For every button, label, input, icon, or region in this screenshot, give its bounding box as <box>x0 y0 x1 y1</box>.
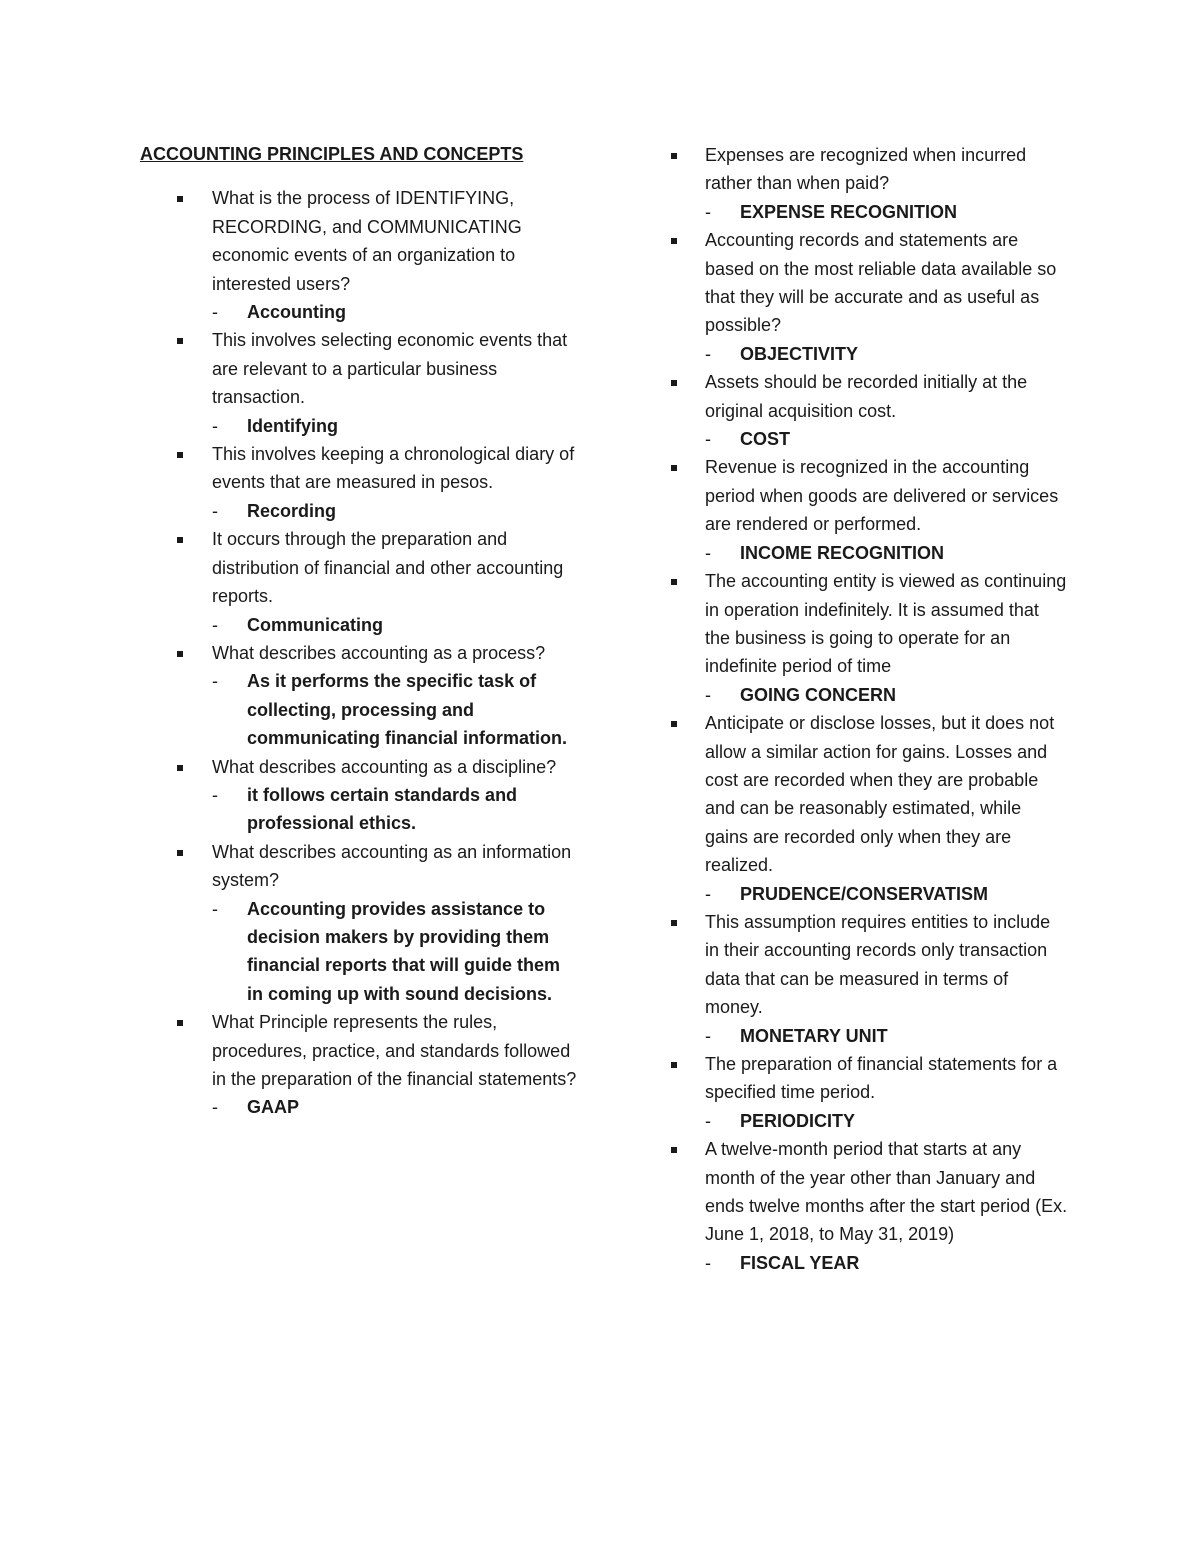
answer-text: OBJECTIVITY <box>740 343 859 364</box>
answer-row <box>212 895 580 1009</box>
square-bullet-icon <box>671 153 677 159</box>
dash-marker: - <box>212 1097 218 1118</box>
dash-marker: - <box>212 500 218 521</box>
left-column <box>140 140 580 1122</box>
question-text: A twelve-month period that starts at any month of the year other than January and ends twelve months after the start period (Ex. June 1, 2018, to May 31, 2019) <box>705 1139 1068 1245</box>
answer-text: Accounting <box>247 302 346 323</box>
question-text: The accounting entity is viewed as continuing in operation indefinitely. It is assumed that the business is going to operate for an indefinite period of time <box>705 571 1067 677</box>
answer-row <box>212 781 580 838</box>
dash-marker: - <box>705 1110 711 1131</box>
square-bullet-icon <box>177 452 183 458</box>
answer-row <box>705 198 1068 226</box>
question-text: Revenue is recognized in the accounting period when goods are delivered or services are rendered or performed. <box>705 457 1059 535</box>
answer-text: Accounting provides assistance to decision makers by providing them financial reports that will guide them in coming up with sound decisions. <box>247 898 561 1004</box>
list-item <box>668 368 1068 453</box>
answer-text: FISCAL YEAR <box>740 1252 860 1273</box>
dash-marker: - <box>212 784 218 805</box>
square-bullet-icon <box>177 765 183 771</box>
question-text: What describes accounting as an information system? <box>212 841 572 891</box>
question-text: It occurs through the preparation and distribution of financial and other accounting reports. <box>212 529 564 607</box>
question-text: Anticipate or disclose losses, but it does not allow a similar action for gains. Losses and cost are recorded when they are probable and can be reasonably estimated, while gains are recorded only when they are realized. <box>705 713 1055 876</box>
square-bullet-icon <box>177 537 183 543</box>
answer-row <box>705 340 1068 368</box>
question-text: This involves keeping a chronological diary of events that are measured in pesos. <box>212 444 575 493</box>
square-bullet-icon <box>177 196 183 202</box>
answer-text: Communicating <box>247 614 384 635</box>
right-column <box>668 141 1068 1277</box>
answer-row <box>705 1107 1068 1135</box>
square-bullet-icon <box>177 1020 183 1026</box>
question-text: Expenses are recognized when incurred rather than when paid? <box>705 145 1027 194</box>
answer-text: INCOME RECOGNITION <box>740 542 945 563</box>
dash-marker: - <box>705 429 711 450</box>
dash-marker: - <box>212 302 218 323</box>
square-bullet-icon <box>671 920 677 926</box>
list-item <box>668 567 1068 709</box>
square-bullet-icon <box>671 238 677 244</box>
square-bullet-icon <box>671 721 677 727</box>
list-item <box>140 525 580 639</box>
answer-row <box>705 681 1068 709</box>
answer-row <box>705 1022 1068 1050</box>
question-text: Accounting records and statements are based on the most reliable data available so that they will be accurate and as useful as possible? <box>705 230 1057 336</box>
list-item <box>140 753 580 838</box>
square-bullet-icon <box>671 1147 677 1153</box>
answer-row <box>212 611 580 639</box>
dash-marker: - <box>212 614 218 635</box>
question-text: What Principle represents the rules, procedures, practice, and standards followed in the preparation of the financial statements? <box>212 1012 577 1089</box>
square-bullet-icon <box>671 465 677 471</box>
dash-marker: - <box>705 1025 711 1046</box>
dash-marker: - <box>212 898 218 919</box>
answer-text: MONETARY UNIT <box>740 1025 888 1046</box>
list-item <box>140 1008 580 1122</box>
dash-marker: - <box>705 1252 711 1273</box>
list-item <box>140 184 580 326</box>
square-bullet-icon <box>671 579 677 585</box>
answer-row <box>705 1249 1068 1277</box>
list-item <box>668 453 1068 567</box>
list-item <box>140 639 580 753</box>
right-qa-list <box>668 141 1068 1277</box>
answer-row <box>212 497 580 525</box>
dash-marker: - <box>705 343 711 364</box>
square-bullet-icon <box>671 380 677 386</box>
question-text: The preparation of financial statements for a specified time period. <box>705 1054 1058 1103</box>
list-item <box>140 440 580 525</box>
answer-text: EXPENSE RECOGNITION <box>740 201 958 222</box>
answer-text: Recording <box>247 500 337 521</box>
answer-row <box>212 298 580 326</box>
answer-row <box>212 412 580 440</box>
list-item <box>668 1050 1068 1135</box>
answer-row <box>212 1093 580 1121</box>
list-item <box>140 838 580 1008</box>
square-bullet-icon <box>177 850 183 856</box>
question-text: What describes accounting as a process? <box>212 642 546 663</box>
answer-text: GAAP <box>247 1097 300 1118</box>
answer-text: it follows certain standards and professional ethics. <box>247 784 518 834</box>
answer-row <box>212 667 580 752</box>
question-text: Assets should be recorded initially at the original acquisition cost. <box>705 372 1028 421</box>
answer-row <box>705 425 1068 453</box>
question-text: What describes accounting as a discipline? <box>212 756 557 777</box>
list-item <box>668 709 1068 908</box>
dash-marker: - <box>212 671 218 692</box>
square-bullet-icon <box>177 338 183 344</box>
answer-row <box>705 880 1068 908</box>
question-text: What is the process of IDENTIFYING, RECORDING, and COMMUNICATING economic events of an organization to interested users? <box>212 188 522 294</box>
answer-text: COST <box>740 429 791 450</box>
dash-marker: - <box>705 201 711 222</box>
dash-marker: - <box>705 684 711 705</box>
dash-marker: - <box>705 883 711 904</box>
answer-text: PERIODICITY <box>740 1110 856 1131</box>
answer-text: GOING CONCERN <box>740 684 897 705</box>
list-item <box>140 326 580 440</box>
square-bullet-icon <box>671 1062 677 1068</box>
answer-row <box>705 539 1068 567</box>
list-item <box>668 226 1068 368</box>
square-bullet-icon <box>177 651 183 657</box>
list-item <box>668 1135 1068 1277</box>
list-item <box>668 908 1068 1050</box>
question-text: This involves selecting economic events that are relevant to a particular business transaction. <box>212 330 568 408</box>
answer-text: PRUDENCE/CONSERVATISM <box>740 883 989 904</box>
question-text: This assumption requires entities to include in their accounting records only transaction data that can be measured in terms of money. <box>705 911 1051 1018</box>
page-title: ACCOUNTING PRINCIPLES AND CONCEPTS <box>140 144 524 164</box>
list-item <box>668 141 1068 226</box>
dash-marker: - <box>212 415 218 436</box>
answer-text: Identifying <box>247 415 338 436</box>
dash-marker: - <box>705 542 711 563</box>
answer-text: As it performs the specific task of collecting, processing and communicating financial information. <box>247 671 568 749</box>
left-qa-list <box>140 184 580 1121</box>
